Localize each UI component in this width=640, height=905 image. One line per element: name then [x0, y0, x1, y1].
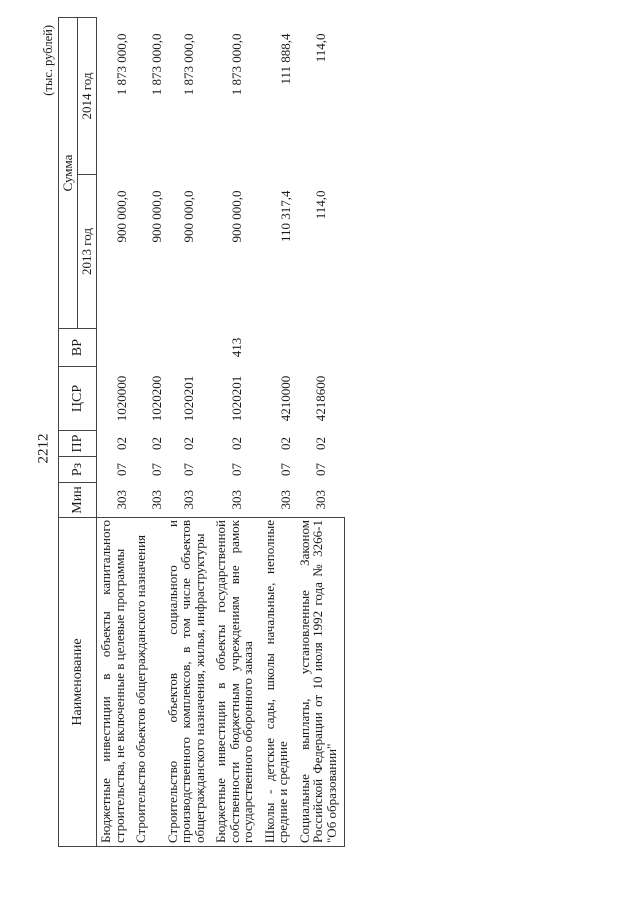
table-row: [296, 18, 345, 847]
row-2013: 900 000,0: [149, 190, 164, 243]
row-vr: [164, 329, 213, 367]
row-2014: 114,0: [312, 33, 328, 63]
row-csr: 1020201: [229, 375, 244, 422]
row-min: 303: [229, 490, 244, 510]
row-2014: 1 873 000,0: [229, 33, 244, 96]
row-rz: 07: [312, 463, 328, 476]
row-name: Строительство объектов общегражданского назначения: [132, 518, 164, 847]
row-pr: 02: [277, 437, 293, 450]
header-csr: ЦСР: [59, 367, 97, 431]
header-2013: 2013 год: [78, 175, 97, 329]
row-rz: 07: [277, 463, 293, 476]
row-min: 303: [149, 490, 164, 510]
table-row: [97, 18, 133, 847]
row-2013: 114,0: [312, 190, 328, 220]
row-name: Бюджетные инвестиции в объекты государственной собственности бюджетным учреждениям вне рамок государственного оборонного заказа: [212, 518, 261, 847]
page-number: 2212: [35, 433, 52, 464]
row-pr: 02: [114, 437, 129, 450]
header-name: Наименование: [59, 518, 97, 847]
budget-table: [58, 17, 345, 847]
row-2014: 111 888,4: [277, 33, 293, 85]
row-pr: 02: [312, 437, 328, 450]
row-min: 303: [180, 490, 196, 510]
table-row: [164, 18, 213, 847]
table-row: [212, 18, 261, 847]
row-name: Социальные выплаты, установленные Законом Российской Федерации от 10 июля 1992 года № 3266-1 "Об образовании": [296, 518, 345, 847]
row-2014: 1 873 000,0: [149, 33, 164, 96]
header-2014: 2014 год: [78, 18, 97, 175]
units-label: (тыс. рублей): [41, 25, 55, 96]
row-vr: [296, 329, 345, 367]
row-2013: 900 000,0: [180, 190, 196, 243]
row-min: 303: [277, 490, 293, 510]
row-pr: 02: [180, 437, 196, 450]
row-2013: 900 000,0: [229, 190, 244, 243]
table-row: [132, 18, 164, 847]
row-pr: 02: [229, 437, 244, 450]
table-header: [59, 18, 97, 847]
row-vr: [97, 329, 133, 367]
header-min: Мин: [59, 483, 97, 518]
row-csr: 1020200: [149, 375, 164, 422]
row-vr: [261, 329, 296, 367]
row-vr: 413: [229, 337, 244, 358]
row-rz: 07: [180, 463, 196, 476]
header-pr: ПР: [59, 431, 97, 457]
row-rz: 07: [114, 463, 129, 476]
row-2014: 1 873 000,0: [114, 33, 129, 96]
header-vr: ВР: [59, 329, 97, 367]
row-2013: 900 000,0: [114, 190, 129, 243]
row-rz: 07: [149, 463, 164, 476]
row-pr: 02: [149, 437, 164, 450]
row-name: Школы - детские сады, школы начальные, неполные средние и средние: [261, 518, 296, 847]
row-csr: 1020000: [114, 375, 129, 422]
table-row: [261, 18, 296, 847]
header-rz: Рз: [59, 457, 97, 483]
row-csr: 4210000: [277, 375, 293, 422]
row-2014: 1 873 000,0: [180, 33, 196, 96]
row-csr: 4218600: [312, 375, 328, 422]
row-csr: 1020201: [180, 375, 196, 422]
row-2013: 110 317,4: [277, 190, 293, 243]
row-vr: [132, 329, 164, 367]
row-min: 303: [114, 490, 129, 510]
row-name: Строительство объектов социального и производственного комплексов, в том числе объектов общегражданского назначения, жилья, инфраструктуры: [164, 518, 213, 847]
row-name: Бюджетные инвестиции в объекты капитального строительства, не включенные в целевые программы: [97, 518, 133, 847]
row-min: 303: [312, 490, 328, 510]
header-sum: Сумма: [59, 18, 78, 329]
row-rz: 07: [229, 463, 244, 476]
